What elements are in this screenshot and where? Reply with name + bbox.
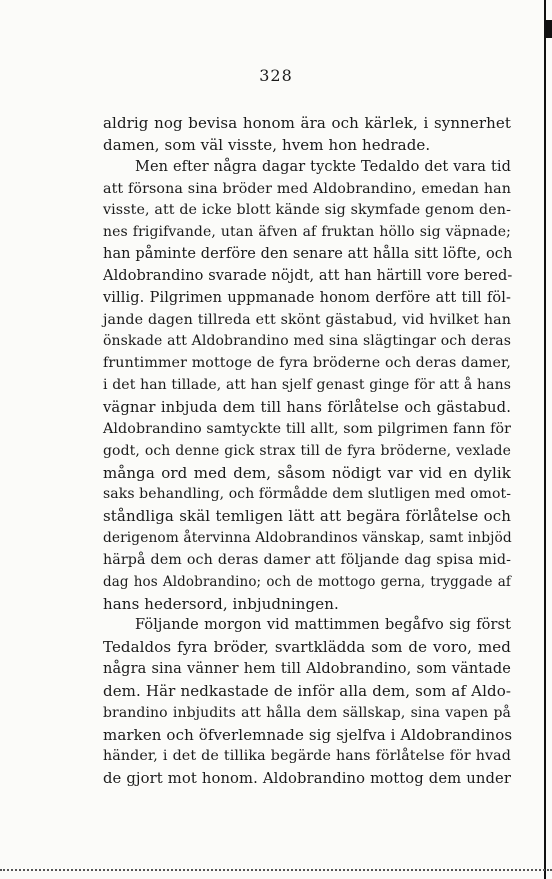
text-line: dem. Här nedkastade de inför alla dem, som af Aldo- — [103, 681, 511, 700]
body-text — [103, 113, 511, 790]
page-edge-mark — [544, 20, 552, 38]
text-line: önskade att Aldobrandino med sina slägtingar och deras — [103, 333, 511, 350]
text-line: Aldobrandino samtyckte till allt, som pilgrimen fann för — [103, 420, 512, 437]
text-line: han påminte derföre den senare att hålla sitt löfte, och — [103, 246, 513, 263]
text-line: härpå dem och deras damer att följande dag spisa mid- — [103, 551, 511, 568]
text-line: villig. Pilgrimen uppmanade honom derföre att till föl- — [103, 289, 511, 306]
text-line: marken och öfverlemnade sig sjelfva i Aldobrandinos — [103, 725, 513, 744]
text-line: att försona sina bröder med Aldobrandino, emedan han — [103, 180, 511, 197]
text-line: vägnar inbjuda dem till hans förlåtelse och gästabud. — [103, 398, 511, 416]
text-line: i det han tillade, att han sjelf genast ginge för att å hans — [103, 377, 511, 394]
text-line: aldrig nog bevisa honom ära och kärlek, i synnerhet — [103, 114, 511, 132]
text-line: nes frigifvande, utan äfven af fruktan höllo sig väpnade; — [103, 224, 511, 241]
text-line: jande dagen tillreda ett skönt gästabud, vid hvilket han — [103, 311, 511, 328]
page-edge-line — [544, 0, 546, 879]
text-line: Följande morgon vid mattimmen begåfvo sig först — [135, 617, 511, 634]
text-line: Men efter några dagar tyckte Tedaldo det vara tid — [135, 158, 511, 175]
text-line: damen, som väl visste, hvem hon hedrade. — [103, 135, 431, 154]
text-line: de gjort mot honom. Aldobrandino mottog dem under — [103, 770, 511, 788]
text-line: godt, och denne gick strax till de fyra bröderne, vexlade — [103, 442, 511, 459]
page-number: 328 — [259, 66, 293, 85]
text-line: dag hos Aldobrandino; och de mottogo gerna, tryggade af — [103, 573, 511, 590]
text-line: några sina vänner hem till Aldobrandino, som väntade — [103, 661, 511, 678]
text-line: ståndliga skäl temligen lätt att begära förlåtelse och — [103, 507, 511, 526]
text-line: många ord med dem, såsom nödigt var vid en dylik — [103, 463, 511, 482]
text-line: Tedaldos fyra bröder, svartklädda som de voro, med — [103, 638, 511, 657]
text-line: hans hedersord, inbjudningen. — [103, 594, 339, 613]
text-line: saks behandling, och förmådde dem slutligen med omot- — [103, 486, 512, 503]
text-line: visste, att de icke blott kände sig skymfade genom den- — [103, 202, 511, 219]
text-line: brandino inbjudits att hålla dem sällskap, sina vapen på — [103, 704, 511, 721]
text-line: händer, i det de tillika begärde hans förlåtelse för hvad — [103, 748, 511, 765]
bottom-rule — [0, 869, 552, 871]
text-line: derigenom återvinna Aldobrandinos vänskap, samt inbjöd — [103, 530, 512, 547]
text-line: Aldobrandino svarade nöjdt, att han härtill vore bered- — [103, 267, 513, 284]
text-line: fruntimmer mottoge de fyra bröderne och deras damer, — [103, 355, 511, 372]
